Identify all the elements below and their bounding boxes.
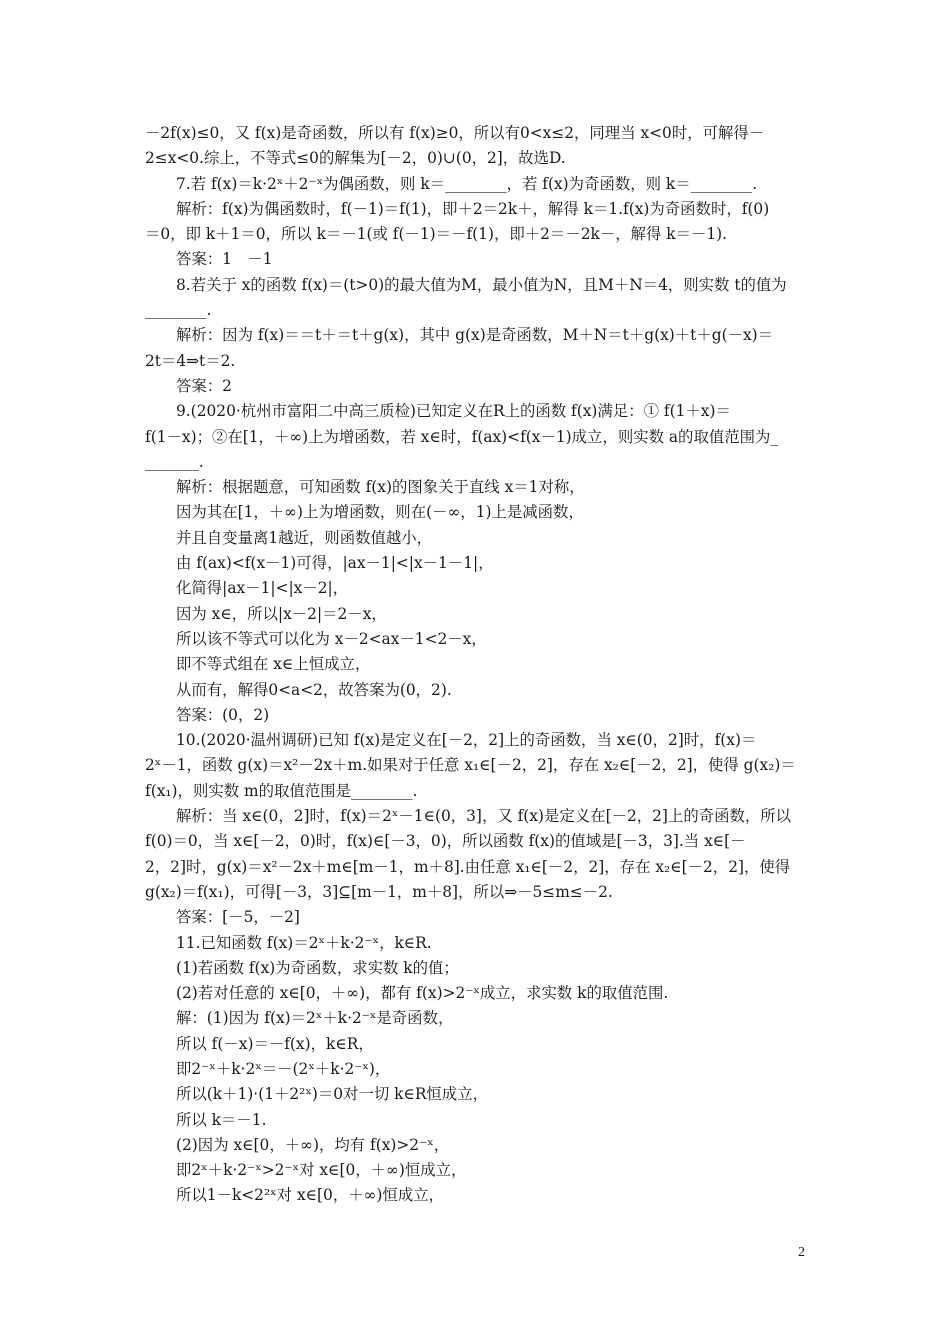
text-line: 答案：1 －1 bbox=[176, 250, 273, 269]
text-line: (1)若函数 f(x)为奇函数，求实数 k的值； bbox=[176, 958, 459, 977]
text-line: 即2ˣ＋k·2⁻ˣ>2⁻ˣ对 x∈[0，＋∞)恒成立， bbox=[176, 1161, 467, 1180]
text-line: g(x₂)＝f(x₁)，可得[－3，3]⊆[m－1，m＋8]，所以⇒－5≤m≤－2. bbox=[145, 882, 613, 901]
text-line: 所以 k＝－1. bbox=[176, 1110, 267, 1129]
text-line: 因为其在[1，＋∞)上为增函数，则在(－∞，1)上是减函数， bbox=[176, 503, 584, 522]
text-line: (2)因为 x∈[0，＋∞)，均有 f(x)>2⁻ˣ， bbox=[176, 1135, 450, 1154]
text-line: f(x₁)，则实数 m的取值范围是________. bbox=[145, 781, 418, 800]
text-line: 8.若关于 x的函数 f(x)＝(t>0)的最大值为M，最小值为N，且M＋N＝4，则实数 t的值为 bbox=[176, 275, 787, 294]
text-line: 11.已知函数 f(x)＝2ˣ＋k·2⁻ˣ，k∈R. bbox=[176, 933, 432, 952]
text-line: 2ˣ－1，函数 g(x)＝x²－2x＋m.如果对于任意 x₁∈[－2，2]，存在 x₂∈[－2，2]，使得 g(x₂)＝ bbox=[145, 756, 796, 775]
text-line: _______. bbox=[145, 452, 204, 471]
text-line: 化简得|ax－1|<|x－2|， bbox=[176, 579, 349, 598]
text-line: (2)若对任意的 x∈[0，＋∞)，都有 f(x)>2⁻ˣ成立，求实数 k的取值范围. bbox=[176, 984, 669, 1003]
text-line: 因为 x∈，所以|x－2|＝2－x， bbox=[176, 604, 387, 623]
text-line: 9.(2020·杭州市富阳二中高三质检)已知定义在R上的函数 f(x)满足：① f(1＋x)＝ bbox=[176, 402, 731, 421]
page-body bbox=[145, 121, 808, 1209]
text-line: 从而有，解得0<a<2，故答案为(0，2). bbox=[176, 680, 452, 699]
text-line: 所以 f(－x)＝－f(x)，k∈R， bbox=[176, 1034, 374, 1053]
text-line: 2，2]时，g(x)＝x²－2x＋m∈[m－1，m＋8].由任意 x₁∈[－2，2]，存在 x₂∈[－2，2]，使得 bbox=[145, 857, 791, 876]
text-line: ＝0，即 k＋1＝0，所以 k＝－1(或 f(－1)＝－f(1)，即＋2＝－2k－，解得 k＝－1). bbox=[145, 225, 728, 244]
text-line: 解析：因为 f(x)＝＝t＋＝t＋g(x)，其中 g(x)是奇函数，M＋N＝t＋g(x)＋t＋g(－x)＝ bbox=[176, 326, 774, 345]
text-line: 2≤x<0.综上，不等式≤0的解集为[－2，0)∪(0，2]，故选D. bbox=[145, 149, 566, 168]
text-line: 解析：当 x∈(0，2]时，f(x)＝2ˣ－1∈(0，3]，又 f(x)是定义在[－2，2]上的奇函数，所以 bbox=[176, 807, 792, 826]
text-line: 解析：根据题意，可知函数 f(x)的图象关于直线 x＝1对称， bbox=[176, 478, 585, 497]
text-line: 2t＝4⇒t＝2. bbox=[145, 351, 236, 370]
text-line: 即2⁻ˣ＋k·2ˣ＝－(2ˣ＋k·2⁻ˣ)， bbox=[176, 1059, 391, 1078]
text-line: f(0)＝0，当 x∈[－2，0)时，f(x)∈[－3，0)，所以函数 f(x)的值域是[－3，3].当 x∈[－ bbox=[145, 832, 746, 851]
text-line: 7.若 f(x)＝k·2ˣ＋2⁻ˣ为偶函数，则 k＝________，若 f(x)为奇函数，则 k＝________. bbox=[176, 174, 758, 193]
text-line: 由 f(ax)<f(x－1)可得，|ax－1|<|x－1－1|， bbox=[176, 554, 494, 573]
text-line: ________. bbox=[145, 301, 212, 320]
text-line: 答案：2 bbox=[176, 376, 232, 395]
text-line: 解析：f(x)为偶函数时，f(－1)＝f(1)，即＋2＝2k＋，解得 k＝1.f(x)为奇函数时，f(0) bbox=[176, 199, 770, 218]
text-line: 答案：(0，2) bbox=[176, 705, 270, 724]
text-line: 10.(2020·温州调研)已知 f(x)是定义在[－2，2]上的奇函数，当 x∈(0，2]时，f(x)＝ bbox=[176, 731, 757, 750]
text-line: 所以该不等式可以化为 x－2<ax－1<2－x， bbox=[176, 629, 487, 648]
text-line: f(1－x)；②在[1，＋∞)上为增函数，若 x∈时，f(ax)<f(x－1)成立，则实数 a的取值范围为_ bbox=[145, 427, 779, 446]
text-line: 解：(1)因为 f(x)＝2ˣ＋k·2⁻ˣ是奇函数， bbox=[176, 1009, 454, 1028]
text-line: 所以1－k<2²ˣ对 x∈[0，＋∞)恒成立， bbox=[176, 1186, 444, 1205]
text-line: 即不等式组在 x∈上恒成立， bbox=[176, 655, 371, 674]
text-line: 答案：[－5，－2] bbox=[176, 908, 300, 927]
text-line: －2f(x)≤0，又 f(x)是奇函数，所以有 f(x)≥0，所以有0<x≤2，同理当 x<0时，可解得－ bbox=[145, 124, 765, 142]
text-line: 所以(k＋1)·(1＋2²ˣ)＝0对一切 k∈R恒成立， bbox=[176, 1085, 488, 1104]
page-number: 2 bbox=[798, 1245, 805, 1260]
text-line: 并且自变量离1越近，则函数值越小， bbox=[176, 528, 433, 547]
